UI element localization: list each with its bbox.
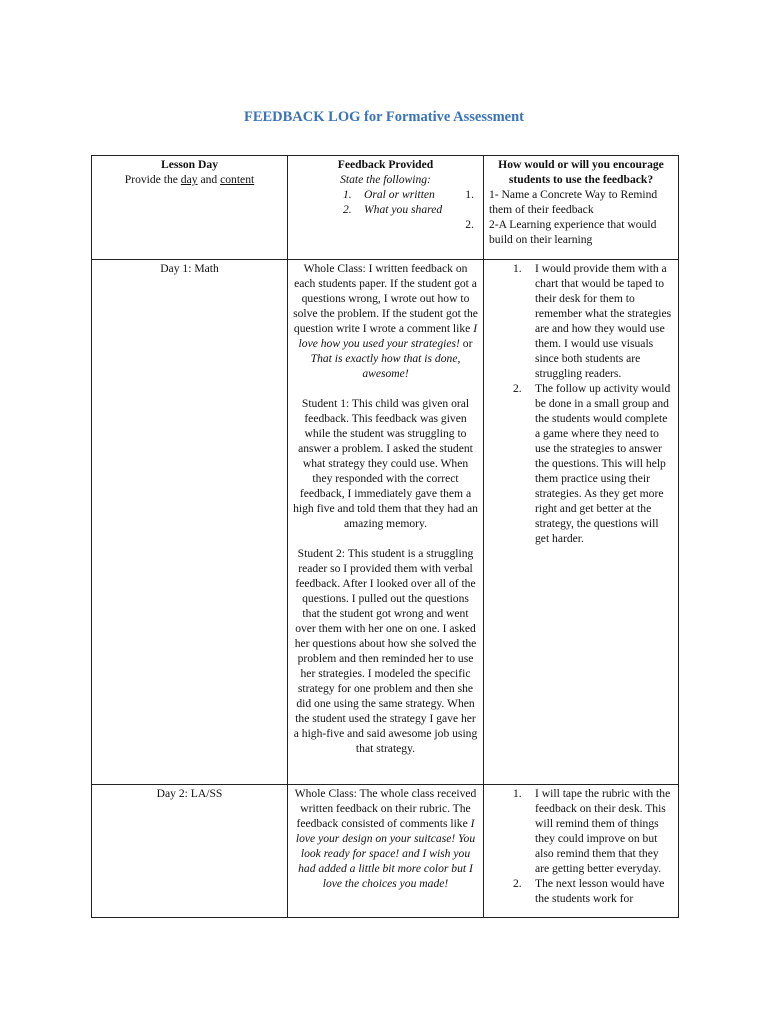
header-feedback-provided (288, 156, 484, 260)
list-item: 1. I will tape the rubric with the feedback on their desk. This will remind them of things they could improve on but also remind them that they are getting better everyday. (513, 787, 671, 875)
list-item: 1. Oral or written 1. (343, 188, 474, 201)
header-feedback-subtitle: State the following: (340, 173, 431, 186)
feedback-cell (288, 260, 484, 785)
feedback-whole-class: Whole Class: I written feedback on each students paper. If the student got a questions wrong, I wrote out how to solve the problem. If the student got the question write I wrote a comment like I love how you used your strategies! or That is exactly how that is done, awesome! (293, 262, 478, 380)
header-lesson-day-title: Lesson Day (160, 158, 218, 171)
lesson-day-cell: Day 1: Math (92, 260, 288, 785)
list-item: 2. The next lesson would have the students work for (513, 877, 665, 905)
list-item: 1. I would provide them with a chart that would be taped to their desk for them to remember what the strategies are and how they would use them. I would use visuals since both students are struggling readers. (513, 262, 672, 380)
list-item: 2. What you shared 2. (343, 203, 474, 231)
feedback-whole-class: Whole Class: The whole class received written feedback on their rubric. The feedback consisted of comments like I love your design on your suitcase! You look ready for space! and I wish you had added a little bit more color but I love the choices you made! (294, 787, 477, 890)
feedback-student-2: Student 2: This student is a struggling reader so I provided them with verbal feedback. After I looked over all of the questions. I pulled out the questions that the student got wrong and went over them with her one on one. I asked her questions about how she solved the problem and then reminded her to use her strategies. I modeled the specific strategy for one problem and then she did one using the same strategy. When the student used the strategy I gave her a high-five and said awesome job using that strategy. (293, 547, 478, 755)
table-row (92, 785, 679, 918)
lesson-day-cell: Day 2: LA/SS (92, 785, 288, 918)
header-feedback-title: Feedback Provided (337, 158, 434, 171)
header-feedback-list (293, 187, 478, 231)
feedback-student-1: Student 1: This child was given oral feedback. This feedback was given while the student was struggling to answer a problem. I asked the student what strategy they could use. When they responded with the correct feedback, I immediately gave them a high five and told them that they had an amazing memory. (293, 397, 478, 530)
table-row (92, 260, 679, 785)
feedback-cell (288, 785, 484, 918)
header-lesson-day-subtitle: Provide the day and content (124, 173, 255, 186)
header-encourage-line2: 2-A Learning experience that would build on their learning (489, 218, 657, 246)
list-item: 2. The follow up activity would be done in a small group and the students would complete a game where they need to use the strategies to answer the questions. This will help them practice using their strategies. As they get more right and get better at the strategy, the questions will get harder. (513, 382, 671, 545)
header-encourage (484, 156, 679, 260)
encourage-cell (484, 260, 679, 785)
encourage-list (489, 786, 673, 906)
document-title: FEEDBACK LOG for Formative Assessment (243, 109, 525, 125)
feedback-log-table (91, 155, 679, 918)
table-header-row (92, 156, 679, 260)
encourage-list (489, 261, 673, 546)
header-encourage-line1: 1- Name a Concrete Way to Remind them of their feedback (489, 188, 658, 216)
header-lesson-day (92, 156, 288, 260)
header-encourage-title: How would or will you encourage students to use the feedback? (498, 158, 664, 186)
encourage-cell (484, 785, 679, 918)
